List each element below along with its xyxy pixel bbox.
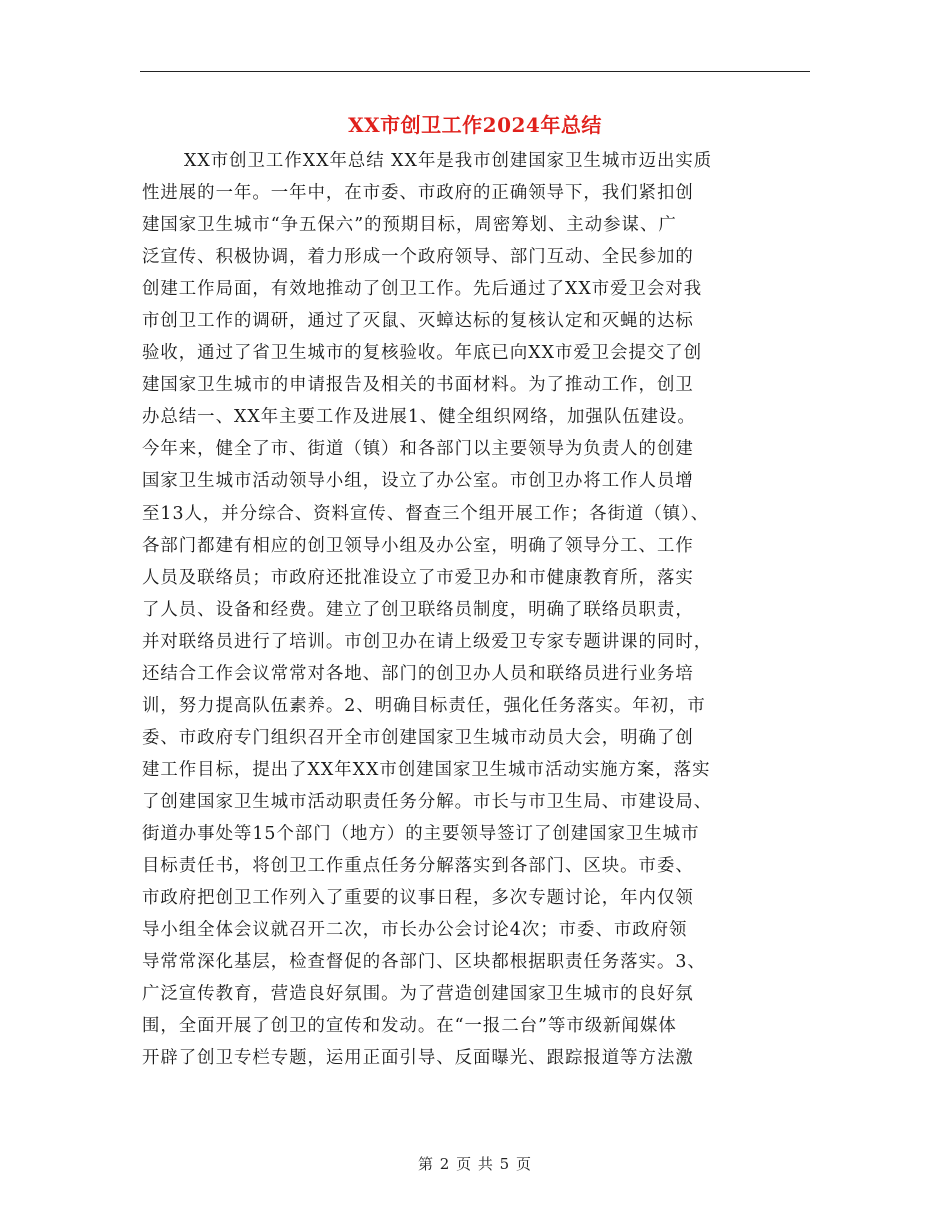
body-line: 并对联络员进行了培训。市创卫办在请上级爱卫专家专题讲课的同时， [142, 631, 713, 652]
body-line: 街道办事处等15个部门（地方）的主要领导签订了创建国家卫生城市 [142, 823, 700, 844]
body-line: 委、市政府专门组织召开全市创建国家卫生城市动员大会，明确了创 [142, 727, 694, 748]
body-line: 目标责任书，将创卫工作重点任务分解落实到各部门、区块。市委、 [142, 856, 694, 877]
body-line: 今年来，健全了市、街道（镇）和各部门以主要领导为负责人的创建 [142, 439, 694, 460]
body-line: 创建工作局面，有效地推动了创卫工作。先后通过了XX市爱卫会对我 [142, 279, 703, 300]
body-line: 导小组全体会议就召开二次，市长办公会讨论4次；市委、市政府领 [142, 920, 688, 941]
body-line: 办总结一、XX年主要工作及进展1、健全组织网络，加强队伍建设。 [142, 407, 696, 428]
body-line: 建国家卫生城市的申请报告及相关的书面材料。为了推动工作，创卫 [142, 375, 694, 396]
body-line: 还结合工作会议常常对各地、部门的创卫办人员和联络员进行业务培 [142, 663, 694, 684]
body-line: 围，全面开展了创卫的宣传和发动。在“一报二台”等市级新闻媒体 [142, 1016, 677, 1037]
document-title: XX市创卫工作2024年总结 [348, 113, 602, 137]
body-line: 广泛宣传教育，营造良好氛围。为了营造创建国家卫生城市的良好氛 [142, 984, 694, 1005]
body-line: 了人员、设备和经费。建立了创卫联络员制度，明确了联络员职责， [142, 599, 694, 620]
body-line: 泛宣传、积极协调，着力形成一个政府领导、部门互动、全民参加的 [142, 247, 694, 268]
body-line: 了创建国家卫生城市活动职责任务分解。市长与市卫生局、市建设局、 [142, 791, 713, 812]
body-line: 人员及联络员；市政府还批准设立了市爱卫办和市健康教育所，落实 [142, 567, 694, 588]
body-line: 市创卫工作的调研，通过了灭鼠、灭蟑达标的复核认定和灭蝇的达标 [142, 311, 694, 332]
body-line: 至13人，并分综合、资料宣传、督查三个组开展工作；各街道（镇）、 [142, 503, 710, 524]
body-line: 训，努力提高队伍素养。2、明确目标责任，强化任务落实。年初，市 [142, 695, 706, 716]
body-line: 建国家卫生城市“争五保六”的预期目标，周密筹划、主动参谋、广 [142, 215, 677, 236]
body-line: 开辟了创卫专栏专题，运用正面引导、反面曝光、跟踪报道等方法激 [142, 1048, 694, 1069]
page-number-footer: 第 2 页 共 5 页 [418, 1155, 532, 1173]
header-rule [140, 71, 810, 72]
body-line: 性进展的一年。一年中，在市委、市政府的正确领导下，我们紧扣创 [142, 183, 694, 204]
document-body [142, 145, 810, 1074]
body-line: 建工作目标，提出了XX年XX市创建国家卫生城市活动实施方案，落实 [142, 759, 711, 780]
body-line: 市政府把创卫工作列入了重要的议事日程，多次专题讨论，年内仅领 [142, 888, 694, 909]
body-line: XX市创卫工作XX年总结 XX年是我市创建国家卫生城市迈出实质 [184, 151, 713, 171]
body-line: 各部门都建有相应的创卫领导小组及办公室，明确了领导分工、工作 [142, 535, 694, 556]
body-line: 导常常深化基层，检查督促的各部门、区块都根据职责任务落实。3、 [142, 952, 706, 973]
body-line: 验收，通过了省卫生城市的复核验收。年底已向XX市爱卫会提交了创 [142, 343, 703, 364]
body-line: 国家卫生城市活动领导小组，设立了办公室。市创卫办将工作人员增 [142, 471, 694, 492]
